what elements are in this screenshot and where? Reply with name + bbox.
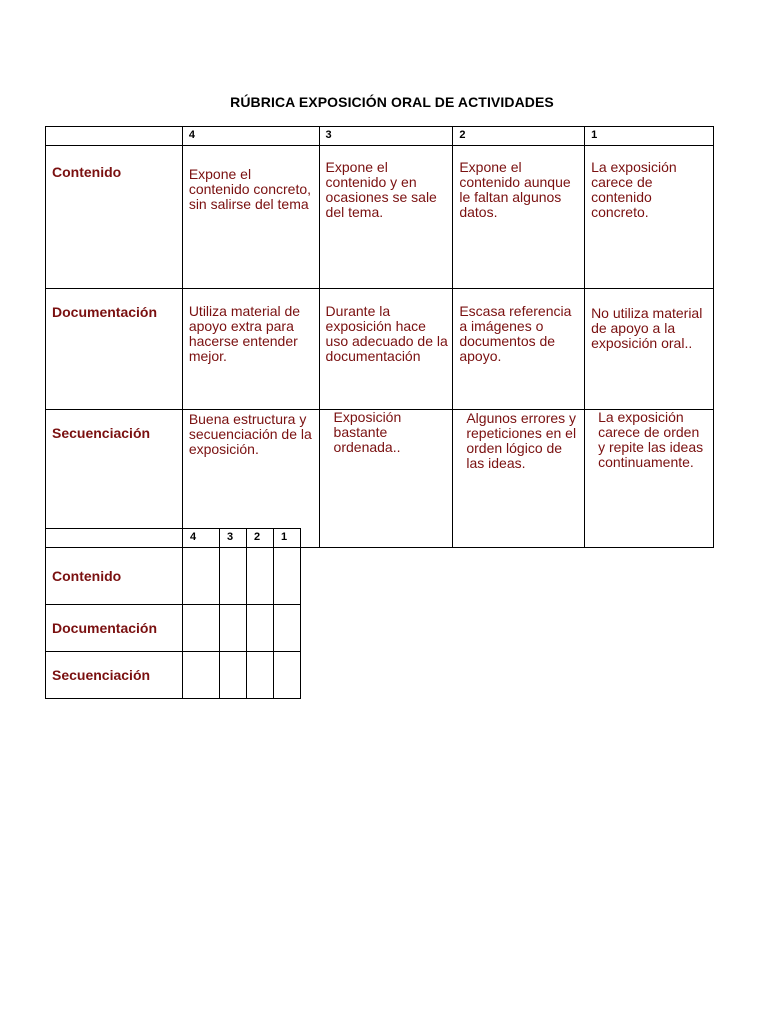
grading-score-cell[interactable] [247, 548, 274, 605]
rubric-col-header: 3 [319, 127, 453, 146]
grading-row-secuenciacion [46, 652, 301, 699]
rubric-cell: Exposición bastante ordenada.. [319, 410, 453, 548]
rubric-row-label: Secuenciación [46, 410, 183, 548]
grading-row-label: Documentación [46, 605, 183, 652]
grading-row-documentacion [46, 605, 301, 652]
rubric-cell: Escasa referencia a imágenes o documentos de apoyo. [453, 289, 585, 410]
grading-row-contenido [46, 548, 301, 605]
rubric-cell: No utiliza material de apoyo a la exposición oral.. [585, 289, 714, 410]
grading-col-header: 2 [247, 529, 274, 548]
grading-score-cell[interactable] [274, 548, 301, 605]
grading-col-header: 3 [220, 529, 247, 548]
grading-score-cell[interactable] [183, 652, 220, 699]
grading-corner-cell [46, 529, 183, 548]
rubric-cell: Expone el contenido y en ocasiones se sale del tema. [319, 146, 453, 289]
rubric-col-header: 1 [585, 127, 714, 146]
rubric-cell: Expone el contenido aunque le faltan algunos datos. [453, 146, 585, 289]
grading-row-label: Contenido [46, 548, 183, 605]
rubric-cell: Buena estructura y secuenciación de la exposición. [182, 410, 319, 548]
rubric-row-documentacion [46, 289, 714, 410]
rubric-cell: Utiliza material de apoyo extra para hacerse entender mejor. [182, 289, 319, 410]
grading-score-cell[interactable] [220, 605, 247, 652]
grading-header-row [46, 529, 301, 548]
rubric-cell: Expone el contenido concreto, sin salirse del tema [182, 146, 319, 289]
rubric-row-label: Documentación [46, 289, 183, 410]
grading-col-header: 1 [274, 529, 301, 548]
grading-col-header: 4 [183, 529, 220, 548]
rubric-row-secuenciacion [46, 410, 714, 548]
grading-table [45, 528, 301, 699]
grading-score-cell[interactable] [247, 605, 274, 652]
rubric-cell: Algunos errores y repeticiones en el orden lógico de las ideas. [453, 410, 585, 548]
rubric-row-contenido [46, 146, 714, 289]
rubric-row-label: Contenido [46, 146, 183, 289]
grading-score-cell[interactable] [220, 548, 247, 605]
grading-score-cell[interactable] [274, 652, 301, 699]
rubric-cell: La exposición carece de orden y repite las ideas continuamente. [585, 410, 714, 548]
rubric-col-header: 2 [453, 127, 585, 146]
page-title: RÚBRICA EXPOSICIÓN ORAL DE ACTIVIDADES [230, 94, 554, 110]
grading-score-cell[interactable] [183, 548, 220, 605]
rubric-table [45, 126, 714, 548]
rubric-corner-cell [46, 127, 183, 146]
grading-score-cell[interactable] [183, 605, 220, 652]
grading-score-cell[interactable] [220, 652, 247, 699]
grading-score-cell[interactable] [247, 652, 274, 699]
grading-row-label: Secuenciación [46, 652, 183, 699]
rubric-cell: Durante la exposición hace uso adecuado de la documentación [319, 289, 453, 410]
rubric-cell: La exposición carece de contenido concreto. [585, 146, 714, 289]
grading-score-cell[interactable] [274, 605, 301, 652]
rubric-header-row [46, 127, 714, 146]
rubric-col-header: 4 [182, 127, 319, 146]
